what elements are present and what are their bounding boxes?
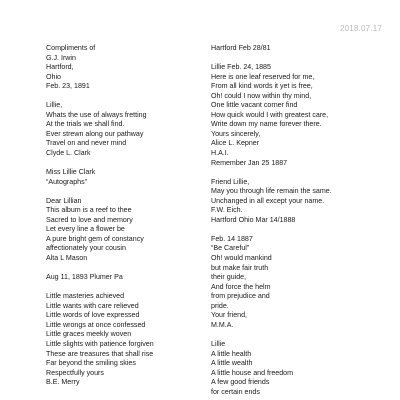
blank-line xyxy=(211,225,381,235)
text-line: These are treasures that shall rise xyxy=(46,349,154,358)
text-line: Feb. 23, 1891 xyxy=(46,82,90,91)
text-line: “Autographs” xyxy=(46,177,88,186)
blank-line xyxy=(211,54,381,64)
text-line: Here is one leaf reserved for me, xyxy=(211,72,315,81)
text-line: Far beyond the smiling skies xyxy=(46,359,136,368)
blank-line xyxy=(46,283,201,293)
left-column xyxy=(46,44,201,388)
text-line: Travel on and never mind xyxy=(46,139,127,148)
text-line: Little masteries achieved xyxy=(46,292,125,301)
text-line: At the trials we shall find. xyxy=(46,120,125,129)
text-line: their guide, xyxy=(211,273,247,282)
text-line: Little wants with care relieved xyxy=(46,301,139,310)
right-column xyxy=(211,44,381,397)
text-line: From all kind words it yet is free, xyxy=(211,82,313,91)
blank-line xyxy=(46,92,201,102)
text-line: Yours sincerely, xyxy=(211,129,261,138)
text-line: A few good friends xyxy=(211,378,270,387)
date-stamp: 2018.07.17 xyxy=(339,24,382,33)
text-line: Lillie xyxy=(211,339,226,348)
text-line: pride. xyxy=(211,301,229,310)
text-line: Respectfully yours xyxy=(46,368,104,377)
text-line: A little house and freedom xyxy=(211,368,294,377)
text-line: Ever strewn along our pathway xyxy=(46,129,144,138)
text-line: May you through life remain the same. xyxy=(211,187,332,196)
text-line: M.M.A. xyxy=(211,320,234,329)
text-line: And force the helm xyxy=(211,282,271,291)
text-line: Remember Jan 25 1887 xyxy=(211,158,288,167)
text-line: Oh! would mankind xyxy=(211,254,272,263)
text-line: from prejudice and xyxy=(211,292,270,301)
blank-line xyxy=(211,168,381,178)
text-line: Little graces meekly woven xyxy=(46,330,132,339)
text-line: Hartford Ohio Mar 14/1888 xyxy=(211,215,296,224)
text-line: Feb. 14 1887 xyxy=(211,234,253,243)
text-line: Miss Lillie Clark xyxy=(46,168,96,177)
text-line: “Be Careful” xyxy=(211,244,250,253)
text-line: B.E. Merry xyxy=(46,378,80,387)
text-line: Friend Lillie, xyxy=(211,177,250,186)
blank-line xyxy=(46,159,201,169)
text-line: Clyde L. Clark xyxy=(46,149,91,158)
text-line: Lillie, xyxy=(46,101,63,110)
text-line: Little slights with patience forgiven xyxy=(46,339,154,348)
text-line: Little wrongs at once confessed xyxy=(46,320,146,329)
text-line: F.W. Eich. xyxy=(211,206,243,215)
text-line: Lillie Feb. 24, 1885 xyxy=(211,63,271,72)
text-line: Aug 11, 1893 Plumer Pa xyxy=(46,273,123,282)
text-line: A little health xyxy=(211,349,252,358)
text-line: This album is a reef to thee xyxy=(46,206,132,215)
blank-line xyxy=(46,187,201,197)
text-line: Compliments of xyxy=(46,44,96,52)
text-line: One little vacant corner find xyxy=(211,101,298,110)
text-line: Sacred to love and memory xyxy=(46,215,133,224)
text-line: but make fair truth xyxy=(211,263,269,272)
text-line: Hartford Feb 28/81 xyxy=(211,44,271,52)
text-line: Whats the use of always fretting xyxy=(46,110,147,119)
blank-line xyxy=(46,264,201,274)
text-line: A little wealth xyxy=(211,359,253,368)
text-line: affectionately your cousin xyxy=(46,244,126,253)
text-line: Let every line a flower be xyxy=(46,225,125,234)
text-line: H.A.I. xyxy=(211,149,229,158)
text-line: Your friend, xyxy=(211,311,248,320)
text-line: Unchanged in all except your name. xyxy=(211,196,325,205)
text-line: How quick would I with greatest care, xyxy=(211,110,329,119)
blank-line xyxy=(211,330,381,340)
text-line: Write down my name forever there. xyxy=(211,120,322,129)
text-line: G.J. Irwin xyxy=(46,53,76,62)
text-line: A pure bright gem of constancy xyxy=(46,234,144,243)
text-line: Little words of love expressed xyxy=(46,311,140,320)
text-line: for certain ends xyxy=(211,387,260,396)
text-line: Dear Lillian xyxy=(46,196,82,205)
text-line: Ohio xyxy=(46,72,61,81)
text-line: Alta L Mason xyxy=(46,254,88,263)
text-line: Hartford, xyxy=(46,63,74,72)
text-line: Alice L. Kepner xyxy=(211,139,260,148)
text-line: Oh! could I now within thy mind, xyxy=(211,91,312,100)
